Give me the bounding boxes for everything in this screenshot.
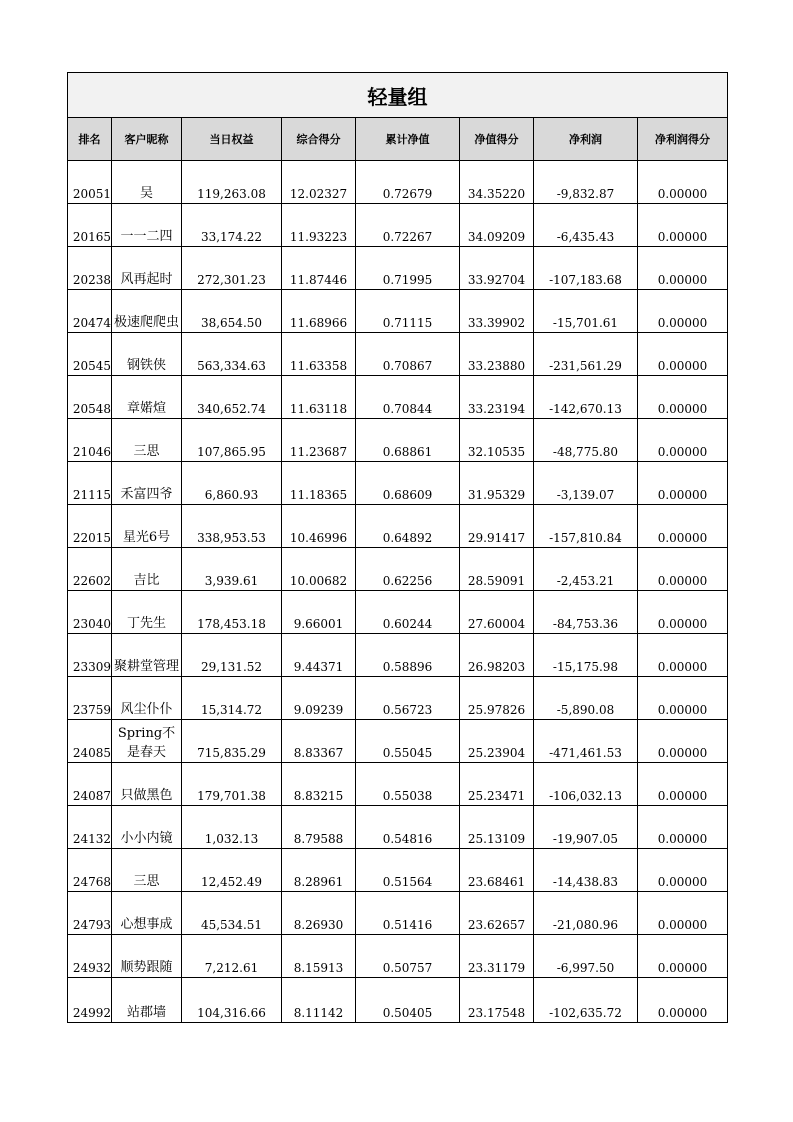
cell-equity: 6,860.93 <box>182 462 282 505</box>
header-nickname: 客户昵称 <box>112 118 182 161</box>
table-row <box>68 247 728 290</box>
cell-score: 8.83215 <box>282 763 356 806</box>
cell-profit: -102,635.72 <box>534 978 638 1023</box>
cell-equity: 29,131.52 <box>182 634 282 677</box>
cell-profit: -6,435.43 <box>534 204 638 247</box>
header-nav-score: 净值得分 <box>460 118 534 161</box>
cell-nav: 0.50405 <box>356 978 460 1023</box>
cell-nav-score: 31.95329 <box>460 462 534 505</box>
cell-profit-score: 0.00000 <box>638 419 728 462</box>
cell-equity: 563,334.63 <box>182 333 282 376</box>
table-row <box>68 978 728 1023</box>
cell-nav: 0.70844 <box>356 376 460 419</box>
cell-nickname: 丁先生 <box>112 591 182 634</box>
cell-rank: 22015 <box>68 505 112 548</box>
cell-nav: 0.64892 <box>356 505 460 548</box>
cell-equity: 7,212.61 <box>182 935 282 978</box>
table-title: 轻量组 <box>68 73 728 118</box>
cell-score: 10.46996 <box>282 505 356 548</box>
cell-nav: 0.71995 <box>356 247 460 290</box>
cell-score: 8.11142 <box>282 978 356 1023</box>
cell-rank: 24087 <box>68 763 112 806</box>
cell-equity: 338,953.53 <box>182 505 282 548</box>
cell-nav-score: 26.98203 <box>460 634 534 677</box>
cell-profit-score: 0.00000 <box>638 376 728 419</box>
cell-profit: -471,461.53 <box>534 720 638 763</box>
cell-nav: 0.62256 <box>356 548 460 591</box>
cell-profit: -15,175.98 <box>534 634 638 677</box>
cell-equity: 12,452.49 <box>182 849 282 892</box>
table-row <box>68 806 728 849</box>
cell-nav-score: 28.59091 <box>460 548 534 591</box>
cell-profit-score: 0.00000 <box>638 763 728 806</box>
cell-nav-score: 25.23904 <box>460 720 534 763</box>
cell-equity: 38,654.50 <box>182 290 282 333</box>
cell-nickname: 站郡墙 <box>112 978 182 1023</box>
cell-profit: -6,997.50 <box>534 935 638 978</box>
cell-nav: 0.60244 <box>356 591 460 634</box>
cell-profit: -48,775.80 <box>534 419 638 462</box>
cell-score: 12.02327 <box>282 161 356 204</box>
header-profit: 净利润 <box>534 118 638 161</box>
cell-nickname: 风再起时 <box>112 247 182 290</box>
cell-score: 11.18365 <box>282 462 356 505</box>
cell-nickname: 禾富四爷 <box>112 462 182 505</box>
cell-profit-score: 0.00000 <box>638 978 728 1023</box>
cell-rank: 20238 <box>68 247 112 290</box>
cell-score: 8.26930 <box>282 892 356 935</box>
table-row <box>68 634 728 677</box>
cell-nav-score: 29.91417 <box>460 505 534 548</box>
cell-profit-score: 0.00000 <box>638 462 728 505</box>
cell-nickname: 只做黑色 <box>112 763 182 806</box>
table-row <box>68 677 728 720</box>
cell-rank: 23040 <box>68 591 112 634</box>
cell-nickname: 小小内镜 <box>112 806 182 849</box>
cell-equity: 272,301.23 <box>182 247 282 290</box>
table-row <box>68 376 728 419</box>
cell-profit-score: 0.00000 <box>638 677 728 720</box>
cell-score: 9.09239 <box>282 677 356 720</box>
table-row <box>68 935 728 978</box>
cell-equity: 33,174.22 <box>182 204 282 247</box>
cell-nav-score: 33.23194 <box>460 376 534 419</box>
table-row <box>68 204 728 247</box>
cell-nickname: 一一二四 <box>112 204 182 247</box>
cell-nav-score: 23.17548 <box>460 978 534 1023</box>
cell-profit: -19,907.05 <box>534 806 638 849</box>
cell-score: 11.63358 <box>282 333 356 376</box>
cell-nav-score: 33.23880 <box>460 333 534 376</box>
cell-nav-score: 23.68461 <box>460 849 534 892</box>
cell-nav-score: 33.92704 <box>460 247 534 290</box>
cell-score: 11.68966 <box>282 290 356 333</box>
cell-profit-score: 0.00000 <box>638 161 728 204</box>
table-row <box>68 290 728 333</box>
cell-nav: 0.71115 <box>356 290 460 333</box>
cell-nickname: 三思 <box>112 419 182 462</box>
cell-profit: -21,080.96 <box>534 892 638 935</box>
cell-equity: 1,032.13 <box>182 806 282 849</box>
cell-nav: 0.70867 <box>356 333 460 376</box>
cell-nickname: 吴 <box>112 161 182 204</box>
cell-equity: 179,701.38 <box>182 763 282 806</box>
cell-nickname: 顺势跟随 <box>112 935 182 978</box>
cell-profit: -157,810.84 <box>534 505 638 548</box>
cell-nav-score: 32.10535 <box>460 419 534 462</box>
cell-profit-score: 0.00000 <box>638 333 728 376</box>
cell-rank: 22602 <box>68 548 112 591</box>
cell-rank: 21046 <box>68 419 112 462</box>
cell-nickname: 三思 <box>112 849 182 892</box>
cell-score: 11.23687 <box>282 419 356 462</box>
cell-nav: 0.50757 <box>356 935 460 978</box>
table-body <box>68 161 728 1023</box>
cell-nickname: Spring不是春天 <box>112 720 182 763</box>
cell-profit-score: 0.00000 <box>638 204 728 247</box>
table-row <box>68 161 728 204</box>
table-row <box>68 849 728 892</box>
cell-nav-score: 34.35220 <box>460 161 534 204</box>
cell-profit-score: 0.00000 <box>638 720 728 763</box>
cell-nav-score: 25.97826 <box>460 677 534 720</box>
cell-rank: 20165 <box>68 204 112 247</box>
cell-profit-score: 0.00000 <box>638 290 728 333</box>
cell-nickname: 聚耕堂管理 <box>112 634 182 677</box>
cell-profit-score: 0.00000 <box>638 935 728 978</box>
cell-score: 8.28961 <box>282 849 356 892</box>
cell-profit-score: 0.00000 <box>638 505 728 548</box>
table-row <box>68 419 728 462</box>
cell-equity: 45,534.51 <box>182 892 282 935</box>
header-rank: 排名 <box>68 118 112 161</box>
cell-rank: 20474 <box>68 290 112 333</box>
cell-profit: -15,701.61 <box>534 290 638 333</box>
table-row <box>68 892 728 935</box>
cell-profit: -142,670.13 <box>534 376 638 419</box>
cell-equity: 340,652.74 <box>182 376 282 419</box>
table-row <box>68 505 728 548</box>
cell-profit-score: 0.00000 <box>638 548 728 591</box>
cell-rank: 20548 <box>68 376 112 419</box>
cell-nav: 0.68861 <box>356 419 460 462</box>
cell-profit-score: 0.00000 <box>638 634 728 677</box>
cell-nav: 0.56723 <box>356 677 460 720</box>
cell-nav-score: 25.23471 <box>460 763 534 806</box>
cell-score: 9.66001 <box>282 591 356 634</box>
header-nav: 累计净值 <box>356 118 460 161</box>
header-equity: 当日权益 <box>182 118 282 161</box>
cell-profit-score: 0.00000 <box>638 591 728 634</box>
cell-nav: 0.51416 <box>356 892 460 935</box>
cell-profit: -3,139.07 <box>534 462 638 505</box>
cell-rank: 24085 <box>68 720 112 763</box>
cell-nickname: 吉比 <box>112 548 182 591</box>
cell-score: 11.93223 <box>282 204 356 247</box>
cell-nickname: 风尘仆仆 <box>112 677 182 720</box>
cell-equity: 178,453.18 <box>182 591 282 634</box>
cell-nickname: 星光6号 <box>112 505 182 548</box>
cell-nav-score: 33.39902 <box>460 290 534 333</box>
cell-equity: 3,939.61 <box>182 548 282 591</box>
cell-rank: 20051 <box>68 161 112 204</box>
cell-rank: 23309 <box>68 634 112 677</box>
cell-profit: -107,183.68 <box>534 247 638 290</box>
cell-score: 9.44371 <box>282 634 356 677</box>
cell-nav-score: 25.13109 <box>460 806 534 849</box>
cell-nav-score: 34.09209 <box>460 204 534 247</box>
header-score: 综合得分 <box>282 118 356 161</box>
table-row <box>68 462 728 505</box>
table-row <box>68 720 728 763</box>
cell-equity: 715,835.29 <box>182 720 282 763</box>
cell-nav: 0.72267 <box>356 204 460 247</box>
header-row <box>68 118 728 161</box>
ranking-table <box>67 72 728 1023</box>
cell-nav: 0.68609 <box>356 462 460 505</box>
cell-score: 8.79588 <box>282 806 356 849</box>
cell-score: 10.00682 <box>282 548 356 591</box>
cell-rank: 24992 <box>68 978 112 1023</box>
cell-nickname: 钢铁侠 <box>112 333 182 376</box>
cell-profit: -231,561.29 <box>534 333 638 376</box>
cell-score: 11.87446 <box>282 247 356 290</box>
cell-profit-score: 0.00000 <box>638 892 728 935</box>
cell-profit: -84,753.36 <box>534 591 638 634</box>
cell-nav-score: 27.60004 <box>460 591 534 634</box>
cell-profit: -9,832.87 <box>534 161 638 204</box>
cell-nickname: 心想事成 <box>112 892 182 935</box>
cell-nav: 0.54816 <box>356 806 460 849</box>
cell-nav: 0.51564 <box>356 849 460 892</box>
cell-score: 8.83367 <box>282 720 356 763</box>
cell-nickname: 极速爬爬虫 <box>112 290 182 333</box>
cell-profit: -5,890.08 <box>534 677 638 720</box>
cell-rank: 24932 <box>68 935 112 978</box>
cell-nav: 0.58896 <box>356 634 460 677</box>
cell-rank: 20545 <box>68 333 112 376</box>
cell-equity: 119,263.08 <box>182 161 282 204</box>
cell-rank: 24793 <box>68 892 112 935</box>
cell-profit-score: 0.00000 <box>638 806 728 849</box>
cell-nav: 0.55045 <box>356 720 460 763</box>
cell-rank: 24768 <box>68 849 112 892</box>
table-row <box>68 548 728 591</box>
cell-nav: 0.72679 <box>356 161 460 204</box>
cell-rank: 24132 <box>68 806 112 849</box>
cell-equity: 107,865.95 <box>182 419 282 462</box>
cell-profit-score: 0.00000 <box>638 247 728 290</box>
cell-profit: -2,453.21 <box>534 548 638 591</box>
table-row <box>68 333 728 376</box>
cell-nav: 0.55038 <box>356 763 460 806</box>
cell-nav-score: 23.31179 <box>460 935 534 978</box>
cell-profit: -14,438.83 <box>534 849 638 892</box>
table-row <box>68 591 728 634</box>
cell-profit-score: 0.00000 <box>638 849 728 892</box>
cell-equity: 15,314.72 <box>182 677 282 720</box>
cell-equity: 104,316.66 <box>182 978 282 1023</box>
cell-score: 8.15913 <box>282 935 356 978</box>
cell-nav-score: 23.62657 <box>460 892 534 935</box>
cell-rank: 21115 <box>68 462 112 505</box>
cell-nickname: 章婼煊 <box>112 376 182 419</box>
cell-profit: -106,032.13 <box>534 763 638 806</box>
cell-score: 11.63118 <box>282 376 356 419</box>
header-profit-score: 净利润得分 <box>638 118 728 161</box>
cell-rank: 23759 <box>68 677 112 720</box>
table-row <box>68 763 728 806</box>
